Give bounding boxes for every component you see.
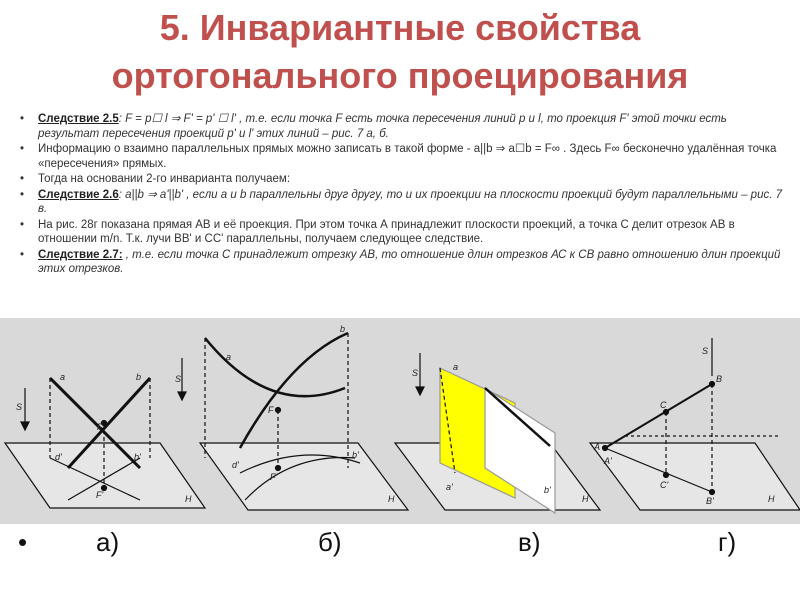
bullet-term: Следствие 2.5 — [38, 113, 119, 125]
bullet-text: Тогда на основании 2-го инварианта получаем: — [38, 173, 291, 185]
bullet-item — [18, 188, 788, 217]
label-s: S — [175, 374, 182, 384]
label-s: S — [702, 346, 709, 356]
label-h: H — [582, 494, 589, 504]
bullet-item — [18, 142, 788, 171]
figure-captions — [0, 524, 800, 564]
bullet-text: Информацию о взаимно параллельных прямых можно записать в такой форме - a||b ⇒ a☐b = F∞ . Здесь F∞ бесконечно удалённая точка «пересечения» прямых. — [38, 143, 777, 170]
label-b-proj: b' — [134, 452, 141, 462]
label-f: F — [268, 405, 274, 415]
label-a: A — [594, 442, 601, 452]
point-a — [603, 446, 608, 451]
slide-title — [0, 4, 800, 100]
point-f — [276, 408, 281, 413]
caption-v: в) — [518, 527, 541, 557]
title-line-2: ортогонального проецирования — [111, 55, 689, 96]
label-a: a — [453, 362, 459, 372]
point-f-proj — [276, 466, 281, 471]
label-b: b — [136, 372, 142, 382]
caption-b: б) — [318, 527, 342, 557]
title-line-1: 5. Инвариантные свойства — [159, 7, 641, 48]
bullet-text: : a||b ⇒ a'||b' , если a и b параллельны друг другу, то и их проекции на плоскости проекций будут параллельными – рис. 7 в. — [38, 188, 782, 215]
label-c-proj: C' — [660, 480, 669, 490]
projection-figures — [0, 318, 800, 524]
caption-a: а) — [96, 527, 120, 557]
bullet-item — [18, 248, 788, 277]
label-b-proj: b' — [544, 485, 551, 495]
point-c-proj — [664, 473, 669, 478]
label-a: a — [226, 352, 232, 362]
label-h: H — [388, 494, 395, 504]
bullet-item — [18, 172, 788, 187]
caption-bullet: • — [18, 527, 28, 557]
bullet-item — [18, 218, 788, 247]
label-a: a — [60, 372, 66, 382]
label-b: B — [716, 374, 723, 384]
label-f-proj: F' — [96, 490, 104, 500]
point-b — [710, 382, 715, 387]
caption-g: г) — [718, 527, 737, 557]
point-c — [664, 410, 669, 415]
label-h: H — [768, 494, 775, 504]
label-b-proj: B' — [706, 496, 714, 506]
label-d: d' — [55, 452, 62, 462]
bullet-text: : F = p☐ l ⇒ F' = p' ☐ l' , т.е. если точка F есть точка пересечения линий p и l, то проекция F' этой точки есть результат пересечения проекций p' и l' этих линий – рис. 7 а, б. — [38, 113, 727, 140]
bullet-text: На рис. 28г показана прямая АВ и её проекция. При этом точка А принадлежит плоскости проекций, а точка С делит отрезок АВ в отношении m/n. Т.к. лучи ВВ' и СС' параллельны, получаем следующее следствие. — [38, 218, 735, 245]
label-a-proj: a' — [446, 482, 453, 492]
label-d: d' — [232, 460, 239, 470]
label-c: C — [660, 400, 667, 410]
label-f-proj: F' — [270, 472, 278, 482]
bullet-item — [18, 112, 788, 141]
label-s: S — [16, 402, 23, 412]
label-b: b — [340, 324, 346, 334]
label-s: S — [412, 368, 419, 378]
bullet-text: , т.е. если точка С принадлежит отрезку АВ, то отношение длин отрезков АС к СВ равно отношению длин проекций этих отрезков. — [38, 248, 781, 275]
label-b-proj: b' — [352, 450, 359, 460]
bullet-term: Следствие 2.6 — [38, 188, 119, 201]
bullet-term: Следствие 2.7: — [38, 248, 123, 261]
label-a-proj: A' — [604, 456, 612, 466]
bullet-list — [18, 112, 788, 278]
point-b-proj — [710, 490, 715, 495]
label-h: H — [185, 494, 192, 504]
label-f: F — [97, 422, 103, 432]
